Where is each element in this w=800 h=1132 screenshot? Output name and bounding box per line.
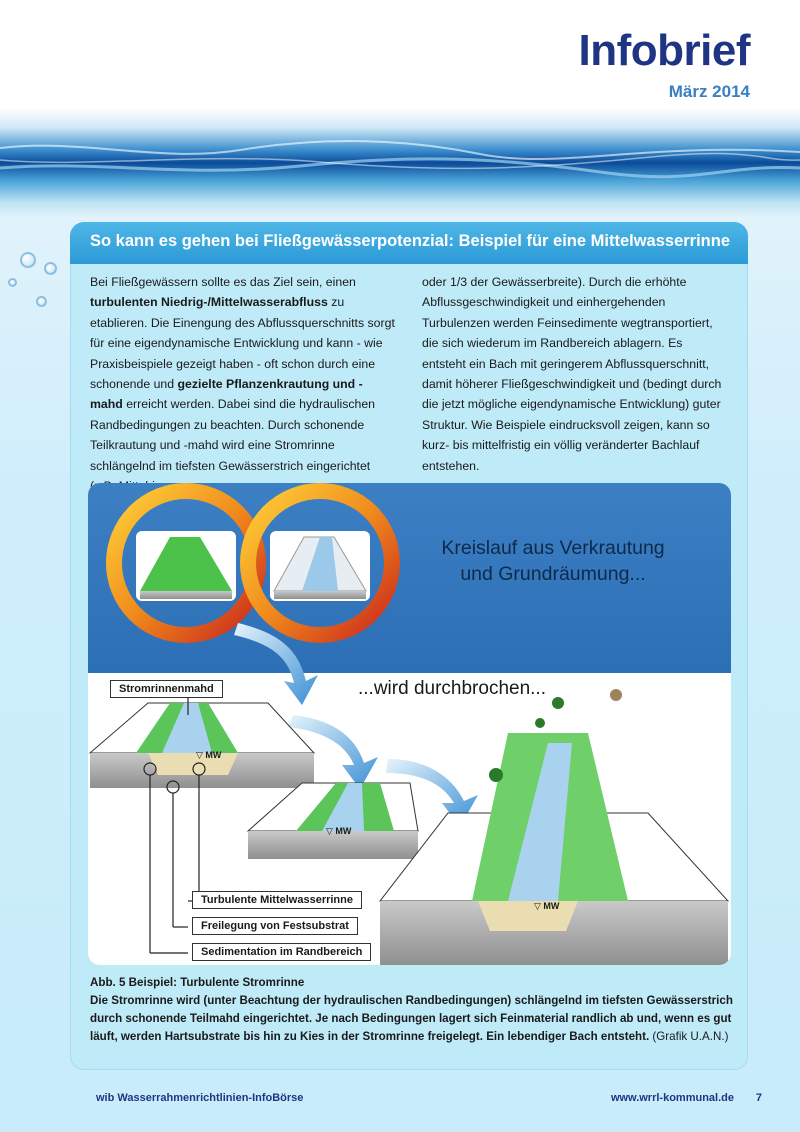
text-span: erreicht werden. Dabei sind die hydraulischen Randbedingungen zu beachten. Durch schonende Teilkrautung und -mahd wird eine Stromrinne schlängelnd im tiefsten Gewässerstrich eingerichtet xyxy=(90,397,376,473)
label-sedimentation: Sedimentation im Randbereich xyxy=(192,943,371,961)
caption-credit: (Grafik U.A.N.) xyxy=(652,1030,729,1043)
channel-scene-1 xyxy=(90,703,314,788)
label-turbulente-mittelwasserrinne: Turbulente Mittelwasserrinne xyxy=(192,891,362,909)
bubble xyxy=(36,296,47,307)
bubble xyxy=(44,262,57,275)
cycle-ring-left xyxy=(114,491,258,635)
article-card xyxy=(70,222,748,1070)
water-waves xyxy=(0,108,800,218)
figure-subtitle: ...wird durchbrochen... xyxy=(358,678,546,699)
cycle-ring-right xyxy=(248,491,392,635)
article-title: So kann es gehen bei Fließgewässerpotenzial: Beispiel für eine Mittelwasserrinne xyxy=(90,232,731,250)
article-column-1 xyxy=(90,272,395,496)
text-span: zu etablieren. Die Einengung des Abflussquerschnitts sorgt für eine eigendynamische Entwicklung und kann - wie Praxisbeispiele gezeigt haben - oft schon durch eine schonende und xyxy=(90,295,395,392)
figure-title-line: und Grundräumung... xyxy=(460,563,646,585)
mw-label: MW xyxy=(543,901,560,911)
mw-marker: ▽ MW xyxy=(534,901,560,911)
label-stromrinnenmahd: Stromrinnenmahd xyxy=(110,680,223,698)
bubble xyxy=(8,278,17,287)
article-header-bar xyxy=(70,222,748,264)
caption-body-wrap xyxy=(90,992,735,1046)
bold-text: gezielte Pflanzenkrautung und -mahd xyxy=(90,377,363,412)
water-surface-image xyxy=(0,108,800,218)
channel-scene-3 xyxy=(380,689,728,965)
header-date: März 2014 xyxy=(668,82,750,101)
figure-title-line: Kreislauf aus Verkrautung xyxy=(441,537,665,559)
page-number: 7 xyxy=(755,1092,762,1104)
diagram-figure xyxy=(88,483,731,965)
label-freilegung: Freilegung von Festsubstrat xyxy=(192,917,358,935)
header-title: Infobrief xyxy=(578,26,750,75)
footer-url[interactable]: www.wrrl-kommunal.de xyxy=(610,1092,734,1104)
mw-marker: ▽ MW xyxy=(326,826,352,836)
article-column-2 xyxy=(422,272,727,476)
channel-scene-2 xyxy=(248,783,418,859)
figure-title xyxy=(423,535,683,587)
bubble xyxy=(20,252,36,268)
mw-label: MW xyxy=(335,826,352,836)
figure-caption xyxy=(90,974,735,1046)
text-span: Bei Fließgewässern sollte es das Ziel sein, einen xyxy=(90,275,356,289)
footer-publication: wib Wasserrahmenrichtlinien-InfoBörse xyxy=(96,1092,304,1104)
mw-label: MW xyxy=(205,750,222,760)
paragraph xyxy=(90,272,395,496)
bold-text: turbulenten Niedrig-/Mittelwasserabfluss xyxy=(90,295,328,310)
caption-title: Abb. 5 Beispiel: Turbulente Stromrinne xyxy=(90,976,305,989)
paragraph: oder 1/3 der Gewässerbreite). Durch die erhöhte Abflussgeschwindigkeit und einhergehenden Turbulenzen werden Feinsedimente wegtransportiert, die sich wiederum im Randbereich ablagern. Es entsteht ein Bach mit geringerem Abflussquerschnitt, damit höherer Fließgeschwindigkeit und (bedingt durch die jetzt mögliche eigendynamische Entwicklung) guter Struktur. Wie Beispiele eindrucksvoll zeigen, kann so kurz- bis mittelfristig ein völlig veränderter Bachlauf entstehen. xyxy=(422,275,722,473)
caption-body: Die Stromrinne wird (unter Beachtung der hydraulischen Randbedingungen) schlängelnd im tiefsten Gewässerstrich durch schonende Teilmahd eingerichtet. Je nach Bedingungen lagert sich Feinmaterial randlich ab und, wenn es gut läuft, werden Hartsubstrate bis hin zu Kies in der Stromrinne freigelegt. Ein lebendiger Bach entsteht. xyxy=(90,994,733,1043)
mw-marker: ▽ MW xyxy=(196,750,222,760)
